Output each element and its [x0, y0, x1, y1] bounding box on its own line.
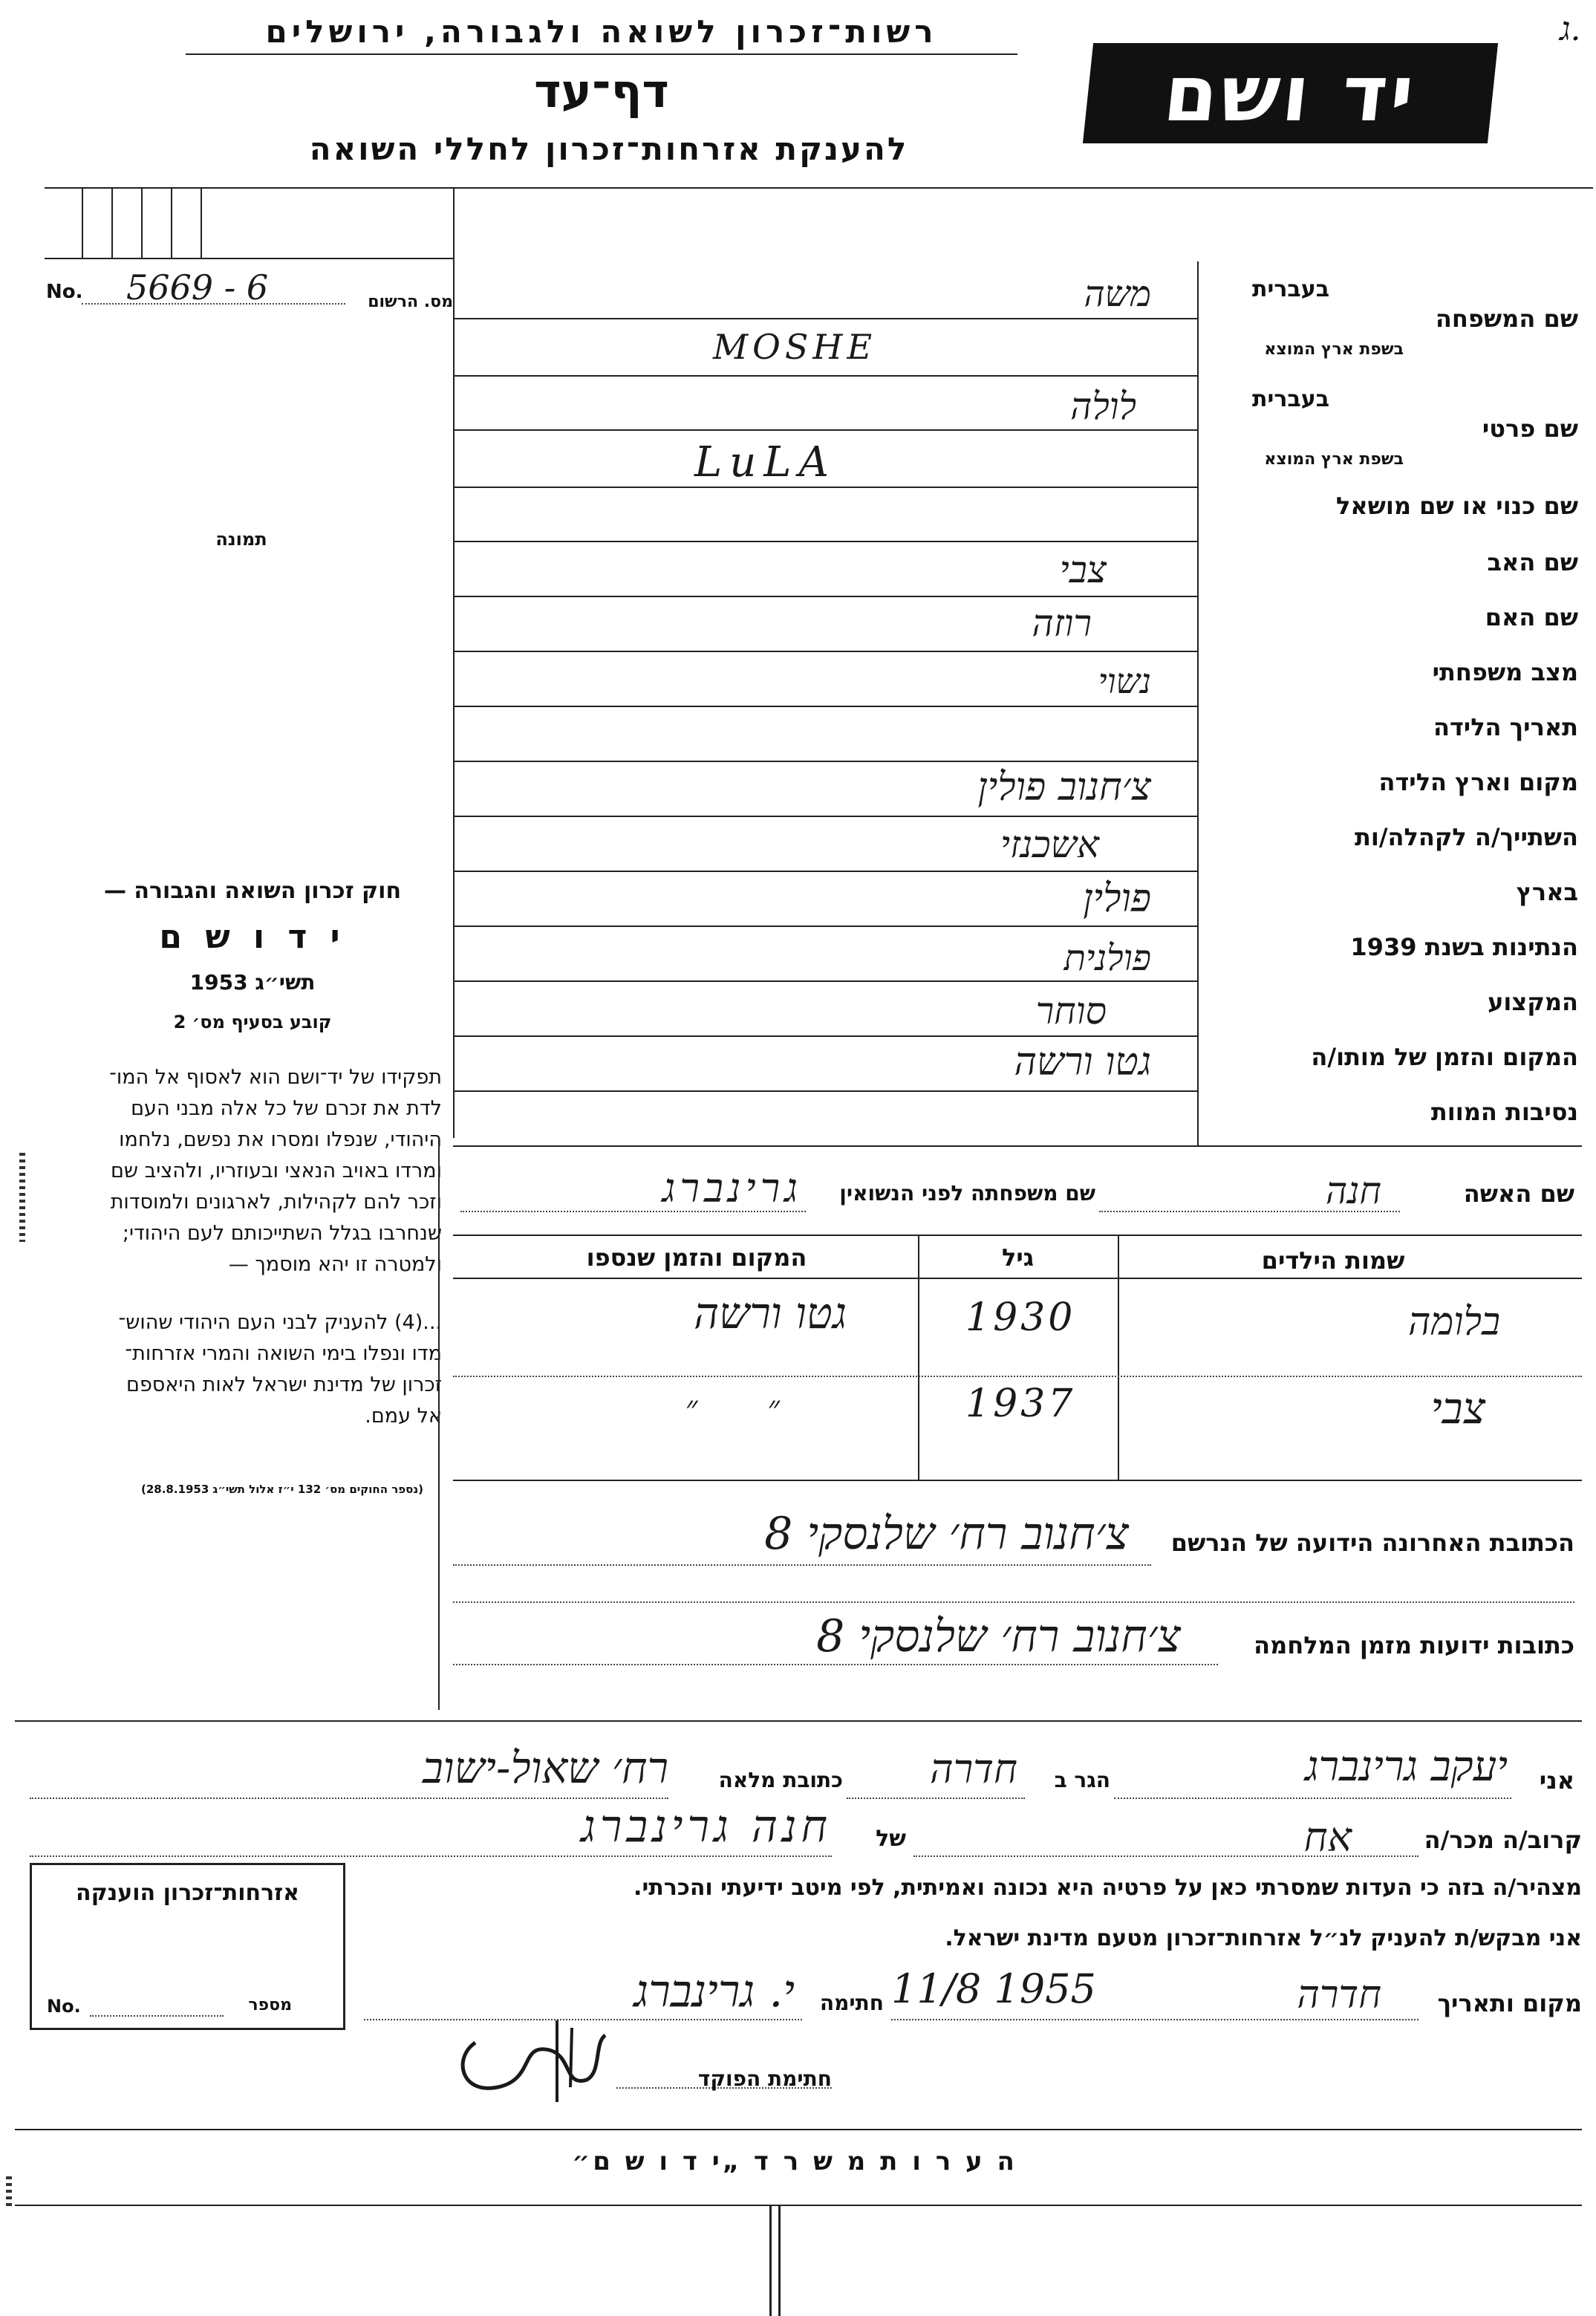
certificate-title: אזרחות־זכרון הוענקה — [75, 1880, 300, 1906]
declarant-me-label: אני — [1539, 1766, 1574, 1795]
photo-label: תמונה — [215, 529, 267, 550]
wife-label: שם האשה — [1463, 1180, 1574, 1208]
child-death-place: גטו ורשה — [694, 1288, 847, 1338]
full-address-label: כתובת מלאה — [718, 1768, 843, 1792]
law-line: ומרדו באויב הנאצי ובעוזריו, ולהציב שם — [110, 1159, 442, 1183]
punch-marks-bottom — [6, 2176, 12, 2206]
place-date-label: מקום ותאריך — [1437, 1989, 1582, 2017]
place-value: חדרה — [1297, 1973, 1381, 2017]
child-age: 1930 — [965, 1295, 1076, 1340]
birthplace-label: מקום וארץ הלידה — [1378, 768, 1578, 796]
inspector-signature-scribble — [446, 1998, 624, 2110]
surname-latin-value: MOSHE — [713, 327, 877, 367]
marital-status-value: נשוי — [1098, 661, 1151, 701]
father-label: שם האב — [1487, 548, 1578, 576]
birthplace-value: צ׳חנוב פולין — [977, 765, 1151, 810]
punch-marks — [19, 1153, 25, 1242]
citizenship-value: פולנית — [1064, 937, 1151, 979]
declarant-signature: י. גרינברג — [633, 1965, 795, 2017]
birthdate-label: תאריך הלידה — [1433, 713, 1578, 741]
law-line: זכרון של מדינת ישראל לאות היאספם — [126, 1373, 442, 1396]
children-names-header: שמות הילדים — [1261, 1246, 1405, 1275]
citizenship-label: הנתינות בשנת 1939 — [1350, 933, 1578, 961]
law-line: ולמטרה זו יהא מוסמך — — [228, 1253, 442, 1276]
form-subtitle: להענקת אזרחות־זכרון לחללי השואה — [309, 131, 909, 167]
profession-label: המקצוע — [1488, 988, 1578, 1016]
of-label: של — [876, 1826, 906, 1852]
certificate-no-label: No. — [47, 1996, 81, 2017]
child-name: צבי — [1430, 1383, 1485, 1434]
firstname-label: שם פרטי — [1482, 414, 1578, 443]
nickname-label: שם כנוי או שם מושאל — [1335, 492, 1578, 520]
law-line: לדת את זכרם של כל אלה מבני העם — [131, 1097, 442, 1120]
origin-lang-label: בשפת ארץ המוצא — [1264, 340, 1404, 359]
origin-lang-label-2: בשפת ארץ המוצא — [1264, 450, 1404, 469]
child-name: בלומה — [1408, 1300, 1500, 1344]
declaration-line-1: מצהיר/ה בזה כי העדות שמסרתי כאן על פרטיה היא נכונה ואמיתית, לפי מיטב ידיעתי והכרתי. — [633, 1875, 1582, 1901]
law-line: שנחרבו בגלל השתייכותם לעם היהודי; — [122, 1222, 442, 1245]
certificate-box — [30, 1863, 345, 2030]
wife-value: חנה — [1325, 1169, 1381, 1212]
country-value: פולין — [1083, 876, 1151, 921]
child-age: 1937 — [965, 1382, 1076, 1426]
in-hebrew-label-2: בעברית — [1252, 386, 1329, 412]
law-section: קובע בסעיף מס׳ 2 — [173, 1012, 332, 1032]
declarant-name-value: יעקב גרינברג — [1305, 1743, 1508, 1791]
community-label: השתייך/ה לקהלה/ות — [1354, 823, 1578, 851]
father-value: צבי — [1059, 548, 1107, 591]
registration-he-label: מס. הרשום — [368, 293, 453, 311]
yad-vashem-logo — [1083, 43, 1498, 143]
declaration-line-2: אני מבקש/ת להעניק לנ״ל אזרחות־זכרון מטעם מדינת ישראל. — [945, 1925, 1582, 1951]
children-place-header: המקום והזמן שנספו — [586, 1243, 807, 1272]
children-age-header: גיל — [1001, 1243, 1035, 1272]
war-address-value: צ׳חנוב רח׳ שלנסקי 8 — [816, 1610, 1181, 1662]
law-year: תשי״ג 1953 — [189, 970, 316, 995]
law-line: וזכר להם לקהילות, לארגונים ולמוסדות — [110, 1191, 442, 1214]
law-line: מדו ונפלו בימי השואה והמרי אזרחות־ — [125, 1342, 442, 1365]
law-paragraph-2 — [15, 1307, 442, 1432]
of-person-value: חנה גרינברג — [581, 1801, 832, 1853]
law-title: חוק זכרון השואה והגבורה — — [103, 878, 402, 904]
death-place-time-label: המקום והזמן של מותו/ה — [1311, 1043, 1578, 1071]
firstname-hebrew-value: לולה — [1070, 385, 1136, 428]
law-line: אל עמם. — [365, 1405, 442, 1428]
marital-status-label: מצב משפחתי — [1432, 658, 1578, 686]
authority-name: רשות־זכרון לשואה ולגבורה, ירושלים — [265, 13, 938, 50]
law-citation: (נספר החוקים מס׳ 132 י״ז אלול תשי״ג 28.8.1953) — [140, 1483, 423, 1496]
law-yad-vashem: י ד ו ש ם — [159, 918, 346, 956]
law-line: תפקידו של יד־ושם הוא לאסוף אל המו־ — [109, 1066, 442, 1089]
last-address-value: צ׳חנוב רח׳ שלנסקי 8 — [764, 1508, 1129, 1560]
surname-hebrew-value: משה — [1084, 273, 1151, 315]
child-death-place: ״ ״ — [685, 1389, 780, 1427]
declarant-address-value: רח׳ שאול-ישוב — [422, 1743, 668, 1793]
in-hebrew-label: בעברית — [1252, 276, 1329, 302]
community-value: אשכנזי — [1000, 823, 1099, 866]
inspector-signature-label: חתימת הפוקד — [697, 2066, 832, 2091]
date-value: 11/8 1955 — [891, 1965, 1096, 2012]
law-line: היהודי, שנפלו ומסרו את נפשם, נלחמו — [119, 1128, 442, 1151]
registration-number: 5669 - 6 — [126, 267, 269, 308]
death-circumstances-label: נסיבות המוות — [1430, 1098, 1578, 1126]
signature-label: חתימה — [819, 1991, 884, 2015]
mother-value: רוזה — [1032, 602, 1092, 645]
law-paragraph-1 — [15, 1062, 442, 1281]
law-line: ...(4) להעניק לבני העם היהודי שהוש־ — [118, 1311, 442, 1334]
declarant-city-value: חדרה — [930, 1746, 1017, 1792]
death-place-time-value: גטו ורשה — [1014, 1040, 1151, 1084]
surname-label: שם המשפחה — [1435, 305, 1578, 333]
maiden-name-value: גרינברג — [662, 1165, 802, 1211]
registration-no-label: No. — [46, 281, 83, 303]
last-address-label: הכתובת האחרונה הידועה של הנרשם — [1170, 1529, 1574, 1557]
form-title: דף־עד — [534, 64, 669, 118]
resident-of-label: הגר ב — [1054, 1768, 1110, 1792]
relation-value: אח — [1303, 1814, 1352, 1861]
profession-value: סוחר — [1035, 989, 1107, 1032]
certificate-number-he-label: מספר — [248, 1996, 292, 2014]
corner-mark: ג. — [1560, 10, 1581, 48]
mother-label: שם האם — [1485, 603, 1578, 631]
country-label: בארץ — [1516, 878, 1578, 906]
relation-label: קרוב/ה מכר/ה — [1424, 1826, 1582, 1854]
firstname-latin-value: LuLA — [694, 438, 836, 487]
war-address-label: כתובות ידועות מזמן המלחמה — [1254, 1631, 1574, 1659]
maiden-name-label: שם משפחתה לפני הנשואין — [839, 1181, 1095, 1206]
office-notes-label: ה ע ר ו ת מ ש ר ד „י ד ו ש ם״ — [572, 2147, 1017, 2176]
logo-text: יד ושם — [1159, 48, 1421, 139]
